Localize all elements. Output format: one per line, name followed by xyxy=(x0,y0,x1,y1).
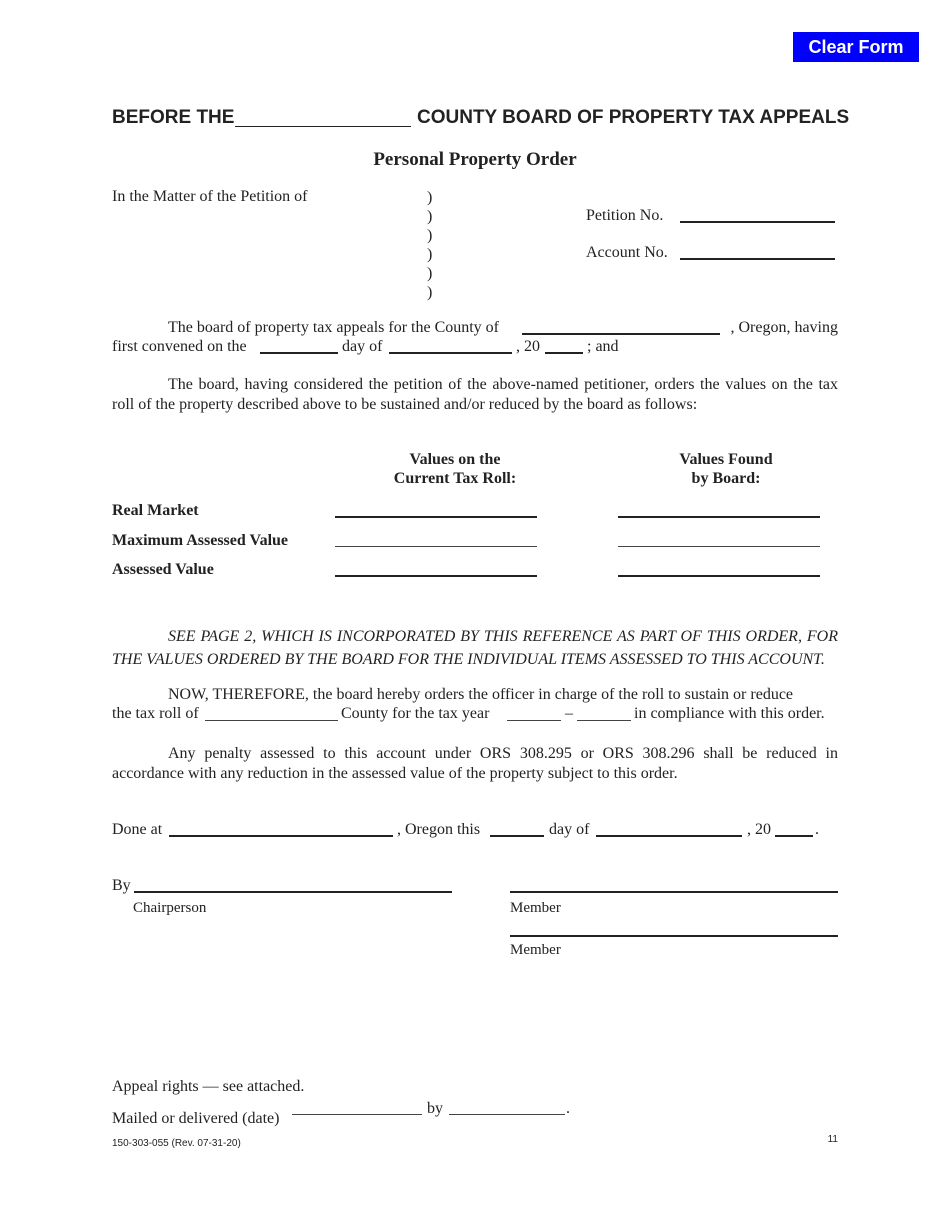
done-at-text-d: , 20 xyxy=(747,821,771,838)
max-assessed-current-field[interactable] xyxy=(335,546,537,547)
member2-label: Member xyxy=(510,942,561,958)
para1-text-f: ; and xyxy=(587,338,619,355)
account-no-field[interactable] xyxy=(680,258,835,260)
done-year-field[interactable] xyxy=(775,835,813,837)
row-label-max-assessed: Maximum Assessed Value xyxy=(112,532,289,549)
penalty-paragraph: Any penalty assessed to this account under ORS 308.295 or ORS 308.296 shall be reduced in accordance with any reduction in the assessed value of the property subject to this order. xyxy=(112,745,838,782)
paren: ) xyxy=(427,189,433,206)
assessed-current-field[interactable] xyxy=(335,575,537,577)
member1-label: Member xyxy=(510,900,561,916)
tax-year-start-field[interactable] xyxy=(507,720,561,721)
paren: ) xyxy=(427,227,433,244)
paren: ) xyxy=(427,265,433,282)
assessed-board-field[interactable] xyxy=(618,575,820,577)
mailed-by-field[interactable] xyxy=(449,1114,565,1115)
max-assessed-board-field[interactable] xyxy=(618,546,820,547)
done-day-field[interactable] xyxy=(490,835,544,837)
real-market-current-field[interactable] xyxy=(335,516,537,518)
county-name-field[interactable] xyxy=(235,126,411,127)
col-board-header-l2: by Board: xyxy=(691,470,761,487)
para1-text-d: day of xyxy=(342,338,383,355)
convened-day-field[interactable] xyxy=(260,352,338,354)
chairperson-signature-field[interactable] xyxy=(134,891,452,893)
done-at-text-b: , Oregon this xyxy=(397,821,481,838)
now-therefore-text-b: County for the tax year xyxy=(341,705,490,722)
para1-text-b: , Oregon, having xyxy=(730,319,838,336)
appeal-rights-text: Appeal rights — see attached. xyxy=(112,1078,305,1095)
clear-form-button[interactable]: Clear Form xyxy=(793,32,919,62)
page-number: 11 xyxy=(827,1134,838,1145)
para1-text-c: first convened on the xyxy=(112,338,247,355)
see-page-two-note: SEE PAGE 2, WHICH IS INCORPORATED BY THIS REFERENCE AS PART OF THIS ORDER, FOR THE VALUES ORDERED BY THE BOARD FOR THE INDIVIDUAL ITEMS ASSESSED TO THIS ACCOUNT. xyxy=(112,628,838,668)
done-at-text-c: day of xyxy=(549,821,590,838)
real-market-board-field[interactable] xyxy=(618,516,820,518)
col-current-header-l1: Values on the xyxy=(409,451,501,468)
mailed-period: . xyxy=(566,1100,570,1117)
now-therefore-line1: NOW, THEREFORE, the board hereby orders the officer in charge of the roll to sustain or reduce xyxy=(168,686,794,703)
paren: ) xyxy=(427,208,433,225)
done-at-text-e: . xyxy=(815,821,819,838)
heading-board: COUNTY BOARD OF PROPERTY TAX APPEALS xyxy=(417,107,850,128)
now-therefore-text-a: the tax roll of xyxy=(112,705,199,722)
petition-paragraph: The board, having considered the petition of the above-named petitioner, orders the values on the tax roll of the property described above to be sustained and/or reduced by the board as follows: xyxy=(112,376,838,413)
by-label: By xyxy=(112,877,131,894)
heading-before: BEFORE THE xyxy=(112,107,235,128)
paren: ) xyxy=(427,284,433,301)
convened-year-field[interactable] xyxy=(545,352,583,354)
mailed-by-label: by xyxy=(427,1100,443,1117)
done-at-text-a: Done at xyxy=(112,821,163,838)
done-at-place-field[interactable] xyxy=(169,835,393,837)
page-title: Personal Property Order xyxy=(373,149,577,170)
matter-label: In the Matter of the Petition of xyxy=(112,188,308,205)
member1-signature-field[interactable] xyxy=(510,891,838,893)
row-label-assessed: Assessed Value xyxy=(112,561,214,578)
row-label-real-market: Real Market xyxy=(112,502,199,519)
col-board-header-l1: Values Found xyxy=(679,451,773,468)
form-number: 150-303-055 (Rev. 07-31-20) xyxy=(112,1138,241,1149)
mailed-date-field[interactable] xyxy=(292,1114,422,1115)
petition-no-field[interactable] xyxy=(680,221,835,223)
account-no-label: Account No. xyxy=(586,244,668,261)
now-therefore-dash: – xyxy=(565,705,573,722)
done-month-field[interactable] xyxy=(596,835,742,837)
member2-signature-field[interactable] xyxy=(510,935,838,937)
para1-text-a: The board of property tax appeals for the County of xyxy=(168,319,500,336)
col-board-header xyxy=(626,450,826,488)
mailed-label: Mailed or delivered (date) xyxy=(112,1110,280,1127)
col-current-header-l2: Current Tax Roll: xyxy=(393,470,517,487)
petition-no-label: Petition No. xyxy=(586,207,664,224)
col-current-header xyxy=(355,450,555,488)
chairperson-label: Chairperson xyxy=(133,900,207,916)
county-field[interactable] xyxy=(522,333,720,335)
tax-roll-county-field[interactable] xyxy=(205,720,338,721)
convened-month-field[interactable] xyxy=(389,352,512,354)
paren: ) xyxy=(427,246,433,263)
now-therefore-text-c: in compliance with this order. xyxy=(634,705,825,722)
para1-text-e: , 20 xyxy=(516,338,540,355)
tax-year-end-field[interactable] xyxy=(577,720,631,721)
